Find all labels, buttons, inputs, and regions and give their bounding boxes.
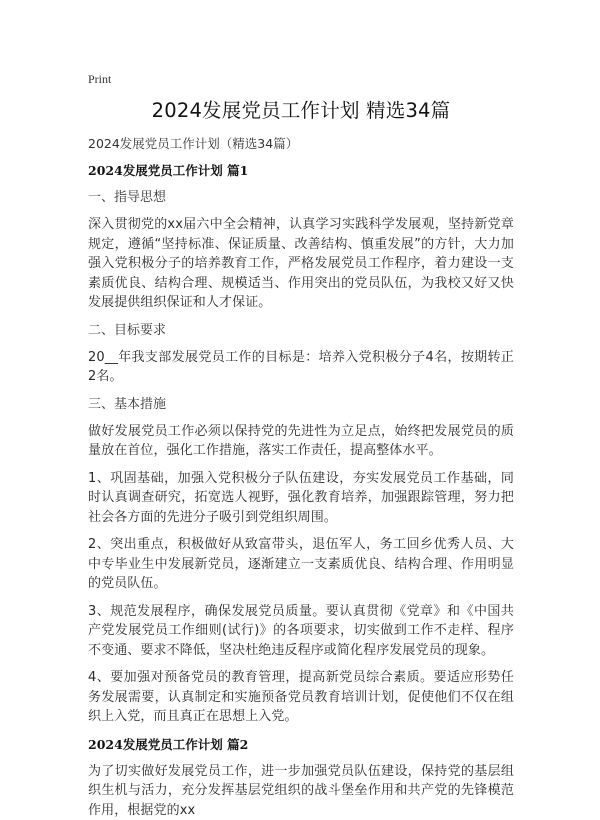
paragraph: 1、巩固基础，加强入党积极分子队伍建设，夯实发展党员工作基础，同时认真调查研究，拓宽选人视野，强化教育培养，加强跟踪管理，努力把社会各方面的先进分子吸引到党组织周围。 xyxy=(88,469,514,528)
section-heading-2: 2024发展党员工作计划 篇2 xyxy=(88,736,514,754)
paragraph: 4、要加强对预备党员的教育管理，提高新党员综合素质。要适应形势任务发展需要，认真制定和实施预备党员教育培训计划，促使他们不仅在组织上入党，而且真正在思想上入党。 xyxy=(88,668,514,727)
document-page xyxy=(88,70,514,820)
paragraph: 20__年我支部发展党员工作的目标是：培养入党积极分子4名，按期转正2名。 xyxy=(88,348,514,387)
subsection-basic-measures: 三、基本措施 xyxy=(88,396,514,414)
section-heading-1: 2024发展党员工作计划 篇1 xyxy=(88,162,514,180)
paragraph: 做好发展党员工作必须以保持党的先进性为立足点，始终把发展党员的质量放在首位，强化工作措施，落实工作责任，提高整体水平。 xyxy=(88,422,514,461)
paragraph: 2、突出重点，积极做好从致富带头，退伍军人，务工回乡优秀人员、大中专毕业生中发展新党员，逐渐建立一支素质优良、结构合理、作用明显的党员队伍。 xyxy=(88,535,514,594)
paragraph: 为了切实做好发展党员工作，进一步加强党员队伍建设，保持党的基层组织生机与活力，充分发挥基层党组织的战斗堡垒作用和共产党的先锋模范作用，根据党的xx xyxy=(88,762,514,820)
subsection-goals: 二、目标要求 xyxy=(88,322,514,340)
document-subtitle: 2024发展党员工作计划（精选34篇） xyxy=(88,135,514,153)
paragraph: 深入贯彻党的xx届六中全会精神，认真学习实践科学发展观，坚持新党章规定，遵循“坚持标准、保证质量、改善结构、慎重发展”的方针，大力加强入党积极分子的培养教育工作，严格发展党员工作程序，着力建设一支素质优良、结构合理、规模适当、作用突出的党员队伍，为我校又好又快发展提供组织保证和人才保证。 xyxy=(88,215,514,313)
subsection-guiding-ideology: 一、指导思想 xyxy=(88,189,514,207)
paragraph: 3、规范发展程序，确保发展党员质量。要认真贯彻《党章》和《中国共产党发展党员工作细则(试行)》的各项要求，切实做到工作不走样、程序不变通、要求不降低，坚决杜绝违反程序或简化程序发展党员的现象。 xyxy=(88,602,514,661)
print-label[interactable]: Print xyxy=(88,70,514,88)
document-title: 2024发展党员工作计划 精选34篇 xyxy=(88,96,514,126)
